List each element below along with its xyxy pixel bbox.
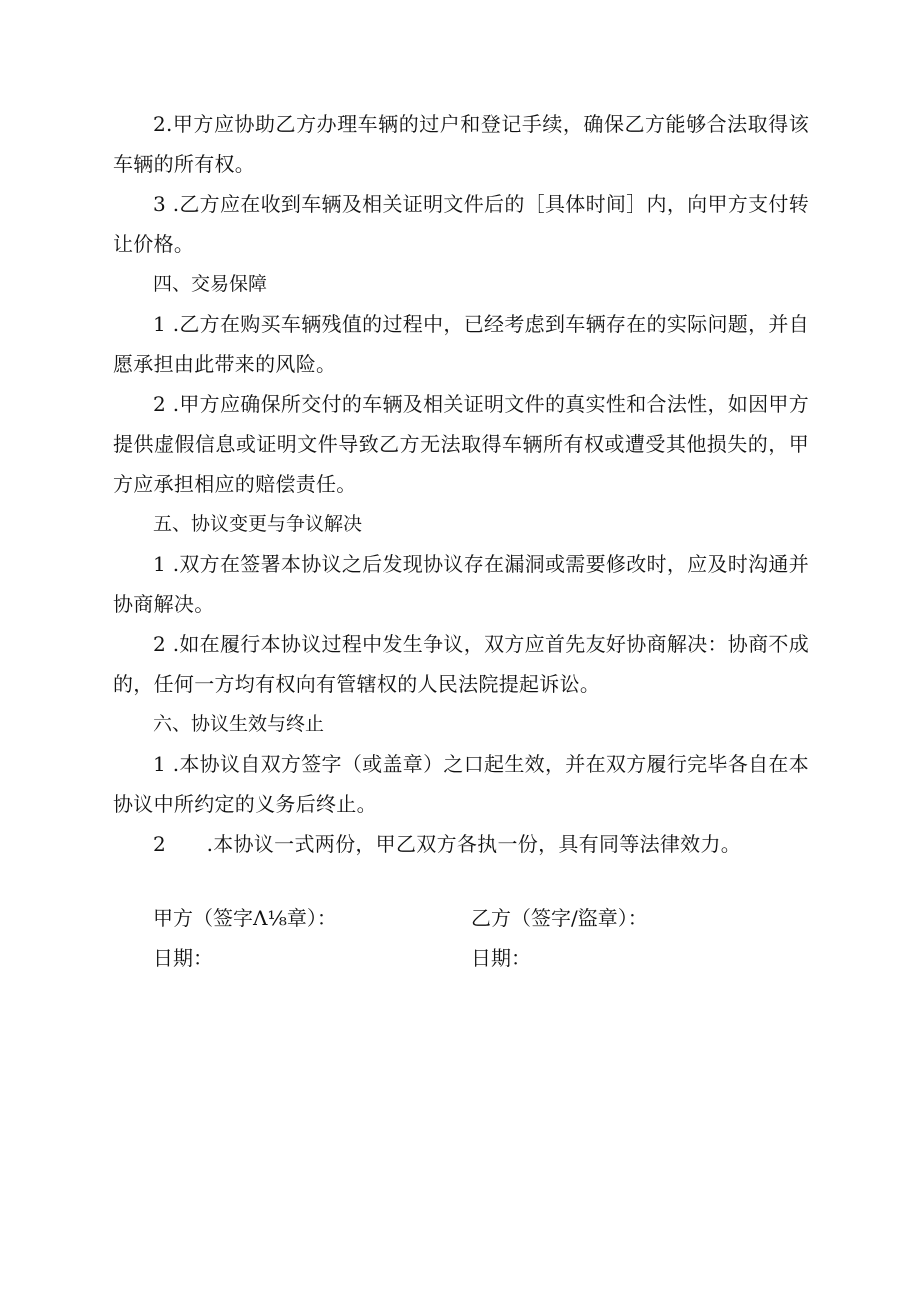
clause-3-2: 2.甲方应协助乙方办理车辆的过户和登记手续，确保乙方能够合法取得该车辆的所有权。: [113, 112, 809, 176]
clause-6-2: 2 .本协议一式两份，甲乙双方各执一份，具有同等法律效力。: [153, 832, 742, 856]
party-a-signature: [153, 898, 453, 978]
clause-5-1: 1 .双方在签署本协议之后发现协议存在漏洞或需要修改时，应及时沟通并协商解决。: [113, 552, 809, 616]
section-heading-4: 四、交易保障: [153, 273, 268, 295]
party-a-date-label: 日期：: [153, 946, 213, 970]
section-heading-6: 六、协议生效与终止: [153, 713, 325, 735]
signature-block: [153, 898, 753, 982]
clause-4-1: 1 .乙方在购买车辆残值的过程中，已经考虑到车辆存在的实际问题，并自愿承担由此带来的风险。: [113, 312, 809, 376]
clause-6-1: 1 .本协议自双方签字（或盖章）之口起生效，并在双方履行完毕各自在本协议中所约定的义务后终止。: [113, 752, 809, 816]
clause-4-2: 2 .甲方应确保所交付的车辆及相关证明文件的真实性和合法性，如因甲方提供虚假信息或证明文件导致乙方无法取得车辆所有权或遭受其他损失的，甲方应承担相应的赔偿责任。: [113, 392, 809, 496]
clause-3-3: 3 .乙方应在收到车辆及相关证明文件后的［具体时间］内，向甲方支付转让价格。: [113, 192, 809, 256]
clause-5-2: 2 .如在履行本协议过程中发生争议，双方应首先友好协商解决：协商不成的，任何一方均有权向有管辖权的人民法院提起诉讼。: [113, 632, 809, 696]
party-b-sign-label: 乙方（签字/盜章）：: [471, 906, 648, 930]
agreement-body: [113, 104, 809, 864]
party-a-sign-label: 甲方（签字Λ⅛章）：: [153, 906, 337, 930]
section-heading-5: 五、协议变更与争议解决: [153, 513, 363, 535]
party-b-date-label: 日期：: [471, 946, 531, 970]
party-b-signature: [471, 898, 771, 978]
